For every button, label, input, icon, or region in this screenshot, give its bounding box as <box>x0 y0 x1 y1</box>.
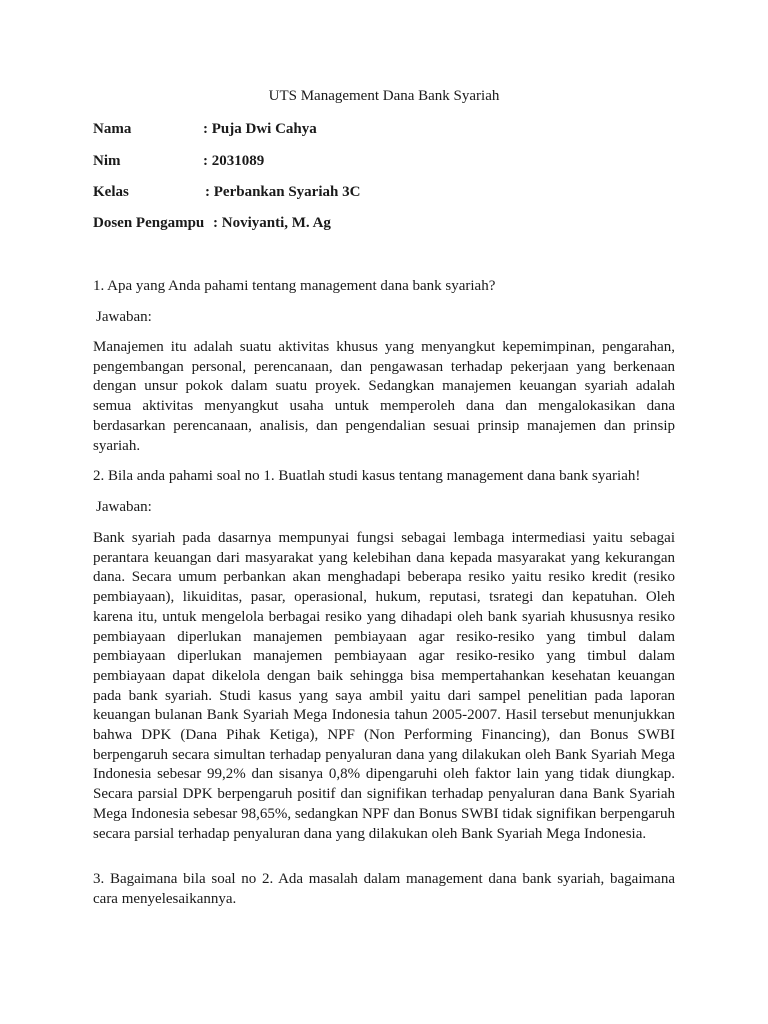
answer-label-1: Jawaban: <box>96 309 152 325</box>
answer-1: Manajemen itu adalah suatu aktivitas khusus yang menyangkut kepemimpinan, pengarahan, pengembangan personal, perencanaan, dan pengawasan terhadap pekerjaan yang berkenaan dengan unsur pokok dalam suatu proyek. Sedangkan manajemen keuangan syariah adalah semua aktivitas menyangkut usaha untuk memperoleh dana dan mengalokasikan dana berdasarkan perencanaan, analisis, dan pengendalian sesuai prinsip manajemen dan prinsip syariah. <box>93 339 675 454</box>
info-value-kelas: : Perbankan Syariah 3C <box>205 184 361 200</box>
document-title: UTS Management Dana Bank Syariah <box>268 88 500 104</box>
info-row-nama <box>93 119 317 139</box>
info-label-kelas: Kelas <box>93 184 129 200</box>
info-label-dosen: Dosen Pengampu <box>93 215 205 231</box>
answer-2: Bank syariah pada dasarnya mempunyai fungsi sebagai lembaga intermediasi yaitu sebagai perantara keuangan dari masyarakat yang kelebihan dana kepada masyarakat yang kekurangan dana. Secara umum perbankan akan menghadapi beberapa resiko yaitu resiko kredit (resiko pembiayaan), likuiditas, pasar, operasional, hukum, reputasi, tsrategi dan kepatuhan. Oleh karena itu, untuk mengelola berbagai resiko yang dihadapi oleh bank syariah khususnya resiko pembiayaan diperlukan manajemen pembiayaan agar resiko-resiko yang timbul dalam pembiayaan diperlukan manajemen pembiayaan agar resiko-resiko yang timbul dalam pembiayaan dapat dikelola dengan baik sehingga bisa mempertahankan kesehatan keuangan pada bank syariah. Studi kasus yang saya ambil yaitu dari sampel penelitian pada laporan keuangan bulanan Bank Syariah Mega Indonesia tahun 2005-2007. Hasil tersebut menunjukkan bahwa DPK (Dana Pihak Ketiga), NPF (Non Performing Financing), dan Bonus SWBI berpengaruh secara simultan terhadap penyaluran dana yang dilakukan oleh Bank Syariah Mega Indonesia sebesar 99,2% dan sisanya 0,8% dipengaruhi oleh faktor lain yang tidak diungkap. Secara parsial DPK berpengaruh positif dan signifikan terhadap penyaluran dana Bank Syariah Mega Indonesia sebesar 98,65%, sedangkan NPF dan Bonus SWBI tidak signifikan berpengaruh secara parsial terhadap penyaluran dana yang dilakukan oleh Bank Syariah Mega Indonesia. <box>93 530 675 842</box>
info-value-nim: : 2031089 <box>203 153 265 169</box>
info-label-nim: Nim <box>93 153 121 169</box>
question-3: 3. Bagaimana bila soal no 2. Ada masalah dalam management dana bank syariah, bagaimana cara menyelesaikannya. <box>93 871 675 907</box>
question-1: 1. Apa yang Anda pahami tentang management dana bank syariah? <box>93 278 496 294</box>
info-label-nama: Nama <box>93 121 132 137</box>
question-2: 2. Bila anda pahami soal no 1. Buatlah studi kasus tentang management dana bank syariah! <box>93 468 641 484</box>
info-row-kelas <box>93 182 361 202</box>
info-value-nama: : Puja Dwi Cahya <box>203 121 317 137</box>
info-value-dosen: : Noviyanti, M. Ag <box>213 215 331 231</box>
info-row-dosen <box>93 213 331 233</box>
info-row-nim <box>93 151 265 171</box>
answer-label-2: Jawaban: <box>96 499 152 515</box>
